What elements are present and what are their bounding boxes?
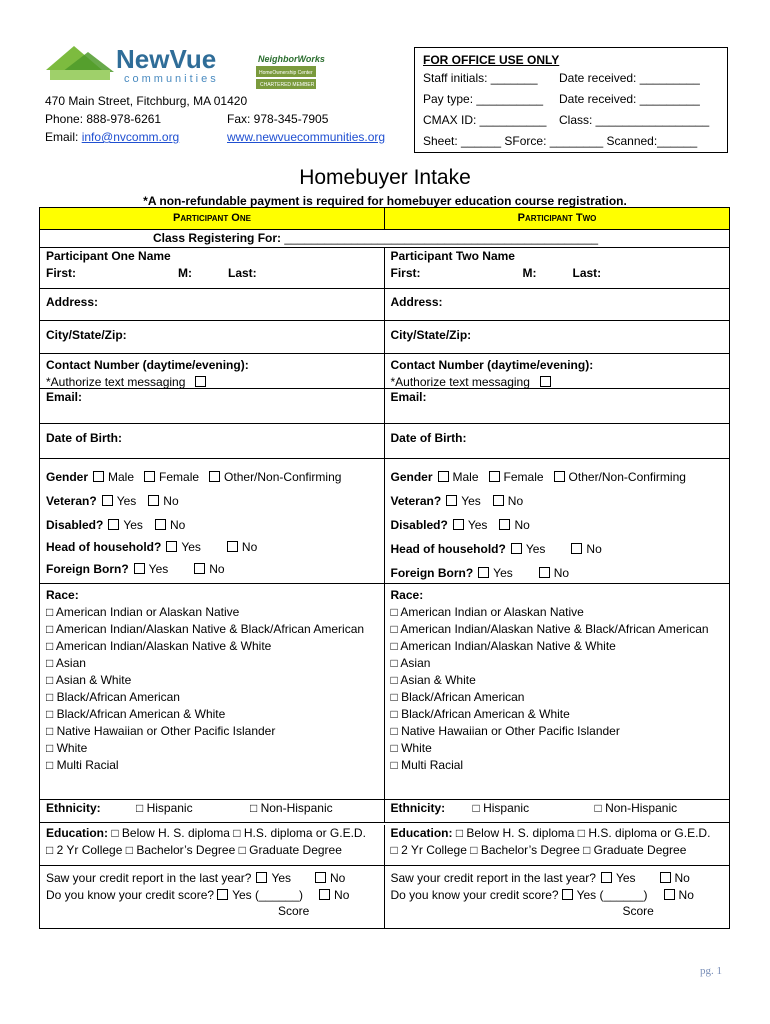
email-link[interactable]: info@nvcomm.org bbox=[81, 130, 180, 144]
p1-nonhispanic[interactable]: □ Non-Hispanic bbox=[250, 801, 333, 815]
p1-head-no[interactable] bbox=[227, 541, 238, 552]
date-received-2: Date received: _________ bbox=[559, 92, 700, 106]
participant-two-header: Participant Two bbox=[517, 212, 597, 224]
p2-veteran-no[interactable] bbox=[493, 495, 504, 506]
svg-text:CHARTERED MEMBER: CHARTERED MEMBER bbox=[260, 82, 315, 88]
contact-block bbox=[45, 92, 385, 146]
p1-edu-2[interactable]: □ 2 Yr College □ Bachelor’s Degree □ Graduate Degree bbox=[46, 843, 342, 857]
neighborworks-logo bbox=[256, 50, 325, 94]
p1-disabled-yes[interactable] bbox=[108, 519, 119, 530]
p2-race-option[interactable]: □ Multi Racial bbox=[390, 758, 464, 772]
city-row bbox=[40, 321, 729, 354]
credit-row: Saw your credit report in the last year? Yes No Do you know your credit score? Yes (______) No Score Saw your credit report in the last year? Yes No Do you know your credit score? Yes (______) No Score bbox=[40, 866, 729, 928]
p2-female-checkbox[interactable] bbox=[489, 471, 500, 482]
p1-authorize: *Authorize text messaging bbox=[46, 375, 186, 389]
page-title: Homebuyer Intake bbox=[299, 166, 471, 189]
p2-race-option[interactable]: □ Asian bbox=[390, 656, 431, 670]
logo-sub: communities bbox=[124, 73, 219, 85]
staff-initials: Staff initials: _______ bbox=[423, 71, 538, 85]
p1-race-option[interactable]: □ Asian & White bbox=[46, 673, 132, 687]
p1-veteran-yes[interactable] bbox=[102, 495, 113, 506]
p2-address[interactable]: Address: bbox=[390, 295, 443, 309]
address-row bbox=[40, 289, 729, 321]
p2-name-cell[interactable]: Participant Two Name First: M: Last: bbox=[390, 249, 602, 280]
p1-dob[interactable]: Date of Birth: bbox=[40, 424, 385, 458]
class-field: Class: _________________ bbox=[559, 113, 710, 127]
subtitle: *A non-refundable payment is required for homebuyer education course registration. bbox=[143, 194, 627, 208]
p2-foreign-yes[interactable] bbox=[478, 567, 489, 578]
p2-edu-1[interactable]: □ Below H. S. diploma □ H.S. diploma or G.E.D. bbox=[455, 826, 711, 840]
p2-race-option[interactable]: □ American Indian or Alaskan Native bbox=[390, 605, 584, 619]
p1-contact[interactable]: Contact Number (daytime/evening): bbox=[46, 358, 249, 372]
p2-authorize-checkbox[interactable] bbox=[540, 376, 551, 387]
fax: Fax: 978-345-7905 bbox=[227, 112, 329, 126]
dob-row bbox=[40, 424, 729, 459]
p2-credit-yes[interactable] bbox=[601, 872, 612, 883]
phone: Phone: 888-978-6261 bbox=[45, 112, 162, 126]
p1-male-checkbox[interactable] bbox=[93, 471, 104, 482]
address-line: 470 Main Street, Fitchburg, MA 01420 bbox=[45, 94, 248, 108]
website-link[interactable]: www.newvuecommunities.org bbox=[227, 130, 386, 144]
svg-text:NeighborWorks: NeighborWorks bbox=[258, 54, 325, 64]
p1-race-option[interactable]: □ Black/African American bbox=[46, 690, 180, 704]
ethnicity-row: Ethnicity: □ Hispanic □ Non-Hispanic Ethnicity: □ Hispanic □ Non-Hispanic bbox=[40, 800, 729, 823]
p1-foreign-yes[interactable] bbox=[134, 563, 145, 574]
p1-score-no[interactable] bbox=[319, 889, 330, 900]
race-row bbox=[40, 584, 729, 800]
p1-female-checkbox[interactable] bbox=[144, 471, 155, 482]
p2-dob[interactable]: Date of Birth: bbox=[390, 431, 467, 445]
contact-row bbox=[40, 354, 729, 389]
p1-race-option[interactable]: □ Black/African American & White bbox=[46, 707, 226, 721]
p1-disabled-no[interactable] bbox=[155, 519, 166, 530]
class-line: _______________________________________________ bbox=[284, 231, 599, 245]
p1-race: Race: □ American Indian or Alaskan Native □ American Indian/Alaskan Native & Black/African American □ American Indian/Alaskan Native & White □ Asian □ Asian & White □ Black/African American □ Black/African American & White □ Native Hawaiian or Other Pacific Islander □ White □ Multi Racial bbox=[40, 584, 385, 799]
email-row bbox=[40, 389, 729, 424]
p1-city[interactable]: City/State/Zip: bbox=[40, 321, 385, 353]
p1-other-checkbox[interactable] bbox=[209, 471, 220, 482]
p2-race-option[interactable]: □ Asian & White bbox=[390, 673, 476, 687]
p2-veteran-yes[interactable] bbox=[446, 495, 457, 506]
p2-race-option[interactable]: □ American Indian/Alaskan Native & White bbox=[390, 639, 616, 653]
participant-one-header: Participant One bbox=[40, 208, 385, 229]
p2-head-no[interactable] bbox=[571, 543, 582, 554]
p2-disabled-yes[interactable] bbox=[453, 519, 464, 530]
name-row bbox=[40, 248, 729, 289]
page-number: pg. 1 bbox=[700, 965, 722, 977]
education-row: Education: □ Below H. S. diploma □ H.S. diploma or G.E.D. □ 2 Yr College □ Bachelor’s Degree □ Graduate Degree Education: □ Below H. S. diploma □ H.S. diploma or G.E.D. □ 2 Yr College □ Bachelor’s Degree □ Graduate Degree bbox=[40, 823, 729, 866]
p2-hispanic[interactable]: □ Hispanic bbox=[472, 801, 530, 815]
p2-credit-no[interactable] bbox=[660, 872, 671, 883]
demographics-row: Gender Male Female Other/Non-Confirming Veteran? Yes No Disabled? Yes No Head of household? Yes No Foreign Born? Yes No Gender Male Female Other/Non-Confirming Veteran? Yes No Disabled? Yes No Head of household? Yes No Foreign Born? Yes No bbox=[40, 459, 729, 584]
p1-race-option[interactable]: □ American Indian/Alaskan Native & Black/African American bbox=[46, 622, 365, 636]
p2-race: Race: □ American Indian or Alaskan Native □ American Indian/Alaskan Native & Black/African American □ American Indian/Alaskan Native & White □ Asian □ Asian & White □ Black/African American □ Black/African American & White □ Native Hawaiian or Other Pacific Islander □ White □ Multi Racial bbox=[385, 584, 730, 799]
class-label: Class Registering For: bbox=[153, 231, 282, 245]
p2-authorize: *Authorize text messaging bbox=[390, 375, 530, 389]
p1-race-option[interactable]: □ Asian bbox=[46, 656, 86, 670]
cmax-id: CMAX ID: __________ bbox=[423, 113, 547, 127]
pay-type: Pay type: __________ bbox=[423, 92, 544, 106]
p1-race-option[interactable]: □ American Indian/Alaskan Native & White bbox=[46, 639, 272, 653]
p2-disabled-no[interactable] bbox=[499, 519, 510, 530]
p2-foreign-no[interactable] bbox=[539, 567, 550, 578]
logo-text: NewVue bbox=[116, 44, 217, 74]
p2-city[interactable]: City/State/Zip: bbox=[390, 328, 472, 342]
p1-head-yes[interactable] bbox=[166, 541, 177, 552]
p1-hispanic[interactable]: □ Hispanic bbox=[136, 801, 193, 815]
p2-race-option[interactable]: □ Black/African American & White bbox=[390, 707, 570, 721]
p2-score-no[interactable] bbox=[664, 889, 675, 900]
p1-foreign-no[interactable] bbox=[194, 563, 205, 574]
p2-edu-2[interactable]: □ 2 Yr College □ Bachelor’s Degree □ Graduate Degree bbox=[390, 843, 687, 857]
p1-race-option[interactable]: □ American Indian or Alaskan Native bbox=[46, 605, 240, 619]
p1-email[interactable]: Email: bbox=[40, 389, 385, 423]
p2-other-checkbox[interactable] bbox=[554, 471, 565, 482]
p1-edu-1[interactable]: □ Below H. S. diploma □ H.S. diploma or G.E.D. bbox=[111, 826, 366, 840]
p2-race-option[interactable]: □ White bbox=[390, 741, 432, 755]
p1-veteran-no[interactable] bbox=[148, 495, 159, 506]
p2-race-option[interactable]: □ Native Hawaiian or Other Pacific Islander bbox=[390, 724, 620, 738]
p1-race-option[interactable]: □ Multi Racial bbox=[46, 758, 119, 772]
sheet-row: Sheet: ______ SForce: ________ Scanned:______ bbox=[423, 134, 698, 148]
email-label: Email: bbox=[45, 130, 79, 144]
intake-form bbox=[39, 207, 730, 929]
p1-name-cell[interactable]: Participant One Name First: M: Last: bbox=[40, 248, 385, 288]
p1-race-option[interactable]: □ Native Hawaiian or Other Pacific Islander bbox=[46, 724, 276, 738]
p2-nonhispanic[interactable]: □ Non-Hispanic bbox=[594, 801, 678, 815]
office-heading: FOR OFFICE USE ONLY bbox=[423, 53, 560, 67]
p2-race-option[interactable]: □ American Indian/Alaskan Native & Black/African American bbox=[390, 622, 709, 636]
p2-head-yes[interactable] bbox=[511, 543, 522, 554]
p2-score-yes[interactable] bbox=[562, 889, 573, 900]
newvue-logo bbox=[44, 40, 244, 86]
p2-race-option[interactable]: □ Black/African American bbox=[390, 690, 525, 704]
p1-credit-no[interactable] bbox=[315, 872, 326, 883]
p1-credit-yes[interactable] bbox=[256, 872, 267, 883]
date-received-1: Date received: _________ bbox=[559, 71, 700, 85]
p2-email[interactable]: Email: bbox=[390, 390, 427, 404]
class-registering-row[interactable] bbox=[40, 230, 729, 248]
p2-male-checkbox[interactable] bbox=[438, 471, 449, 482]
p2-contact[interactable]: Contact Number (daytime/evening): bbox=[390, 358, 594, 372]
p1-score-yes[interactable] bbox=[217, 889, 228, 900]
p1-race-option[interactable]: □ White bbox=[46, 741, 88, 755]
office-use-box bbox=[414, 47, 728, 153]
p1-address[interactable]: Address: bbox=[40, 289, 385, 320]
participant-header-row bbox=[40, 208, 729, 230]
p1-authorize-checkbox[interactable] bbox=[195, 376, 206, 387]
svg-text:HomeOwnership Center: HomeOwnership Center bbox=[259, 70, 313, 76]
